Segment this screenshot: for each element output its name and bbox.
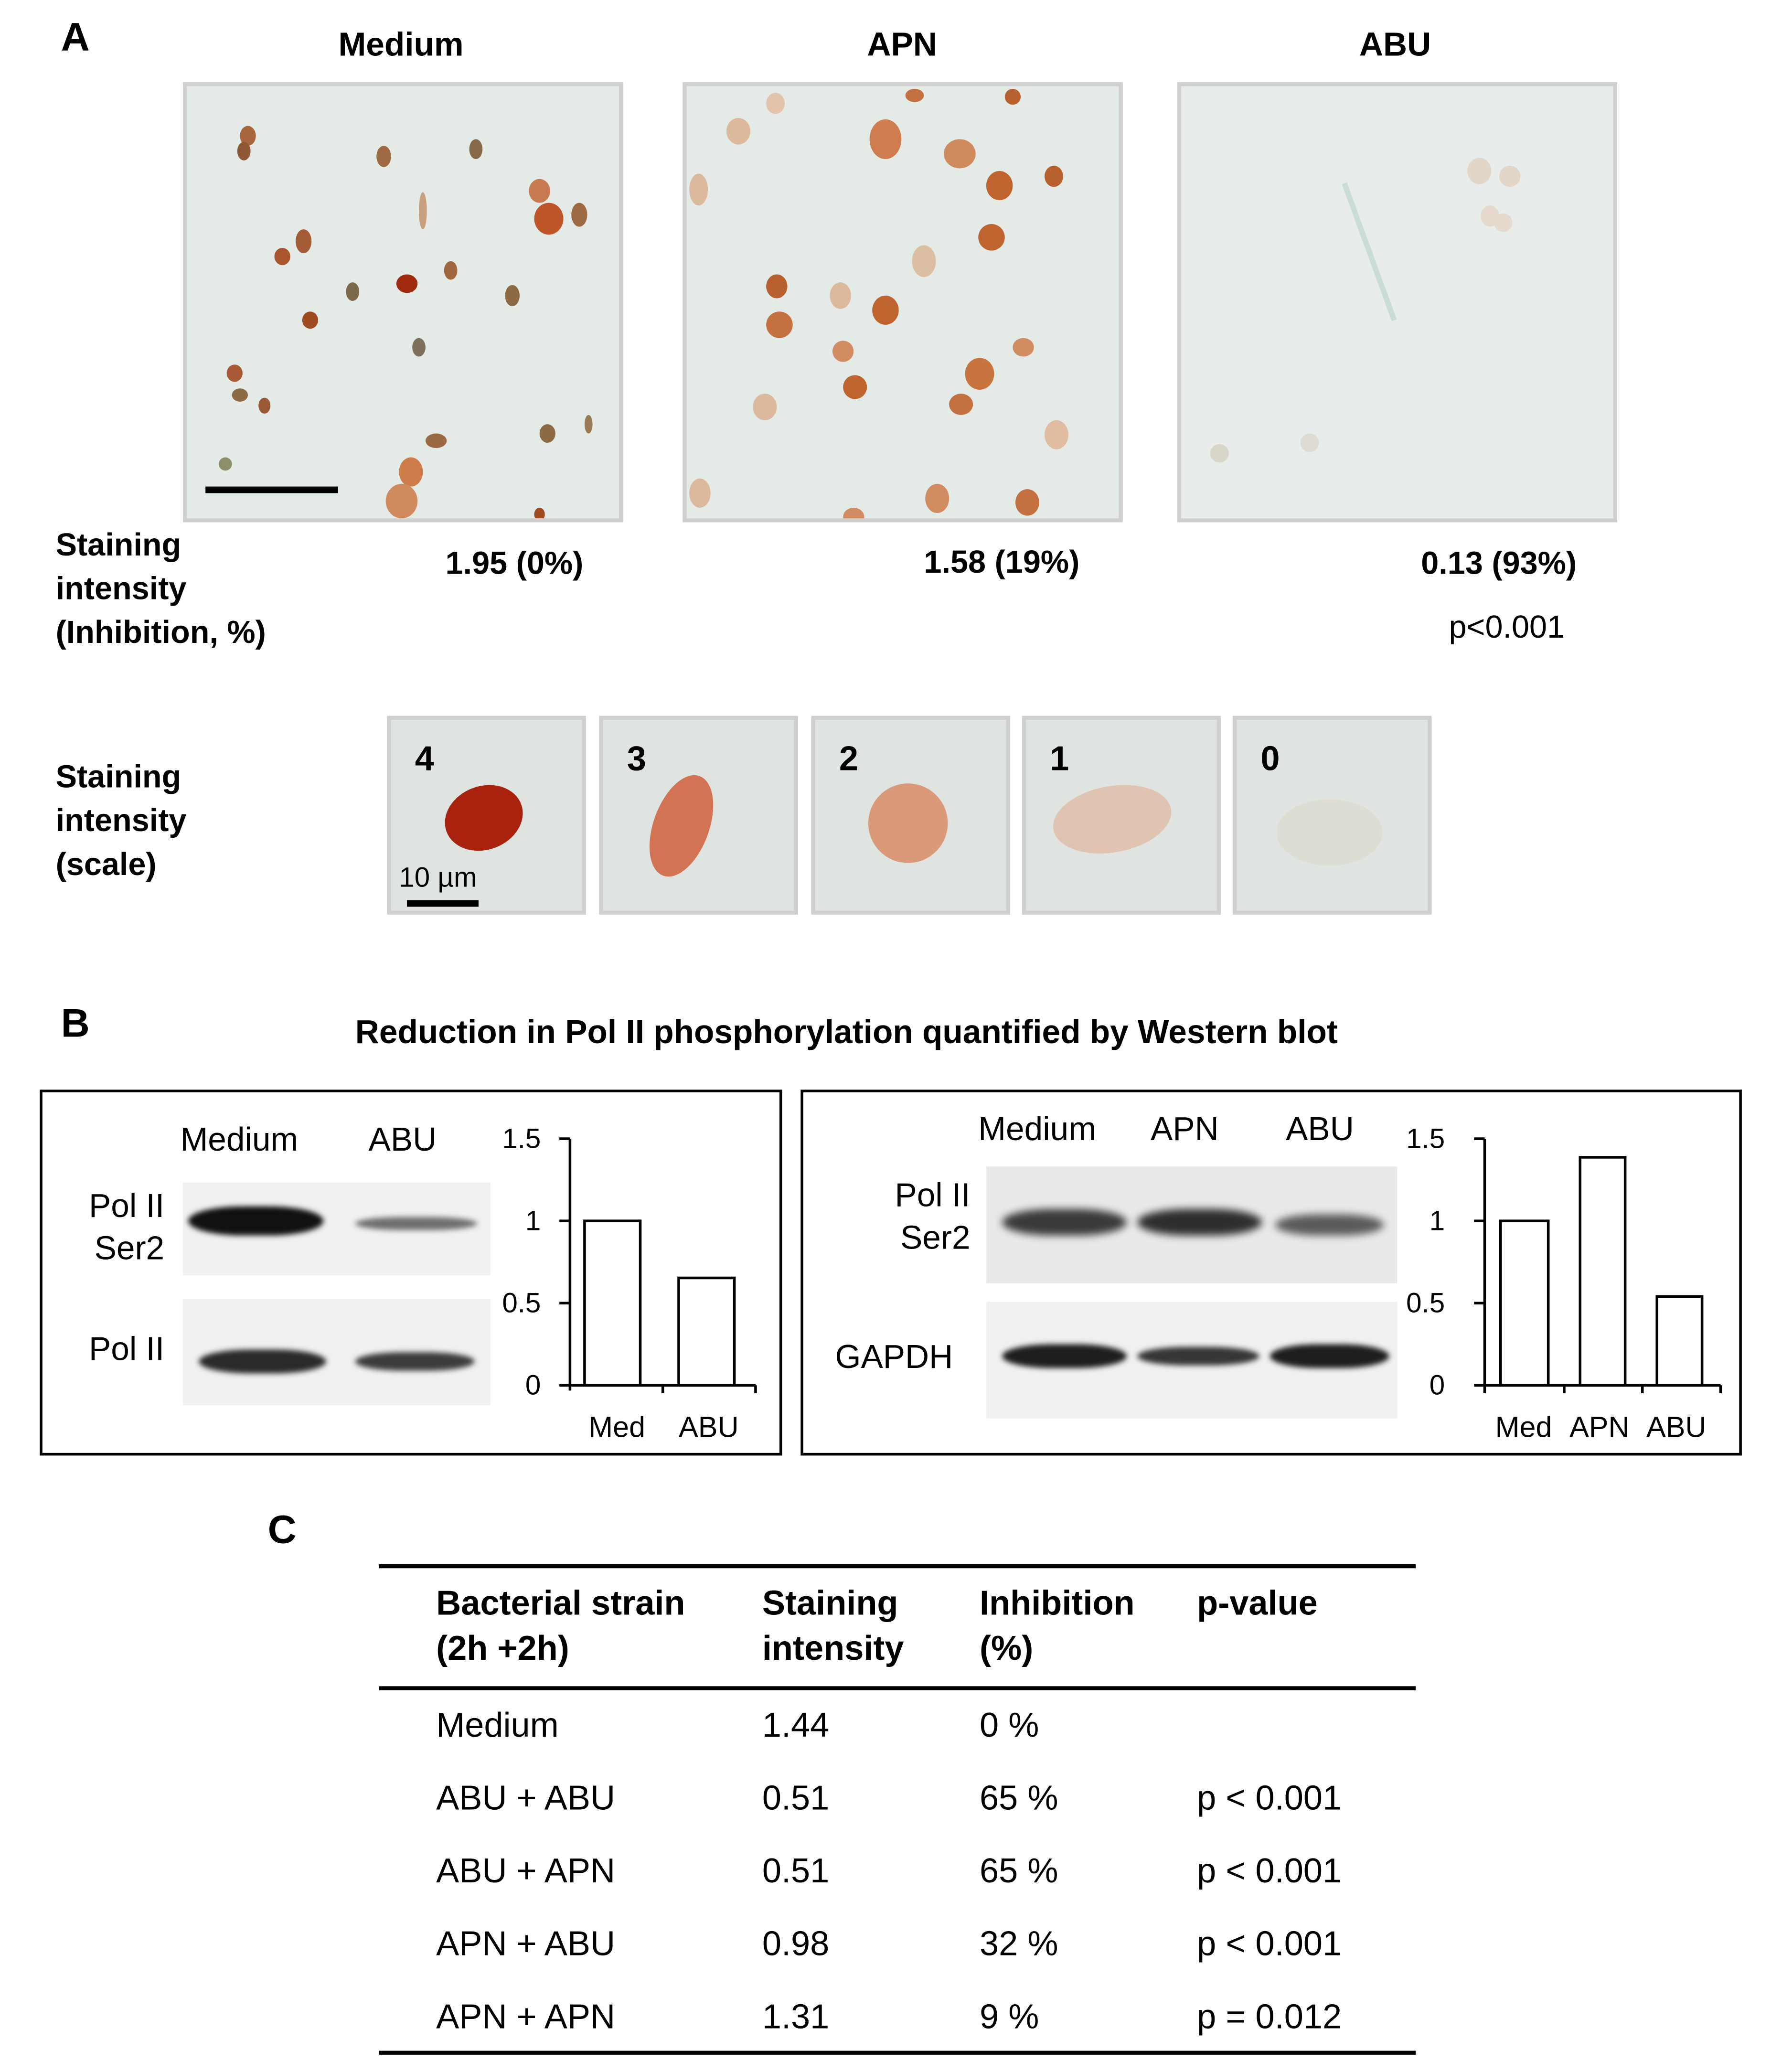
micrograph-apn — [683, 82, 1122, 522]
cell-pvalue: p < 0.001 — [1197, 1850, 1342, 1890]
cell-pvalue: p = 0.012 — [1197, 1996, 1342, 2037]
blot-box-right — [800, 1089, 1742, 1455]
lane-label: APN — [1151, 1111, 1219, 1148]
bar-chart-left — [488, 1119, 779, 1444]
row-label-line: Staining — [55, 527, 181, 564]
table-header-inhibition — [980, 1580, 1135, 1670]
scale-tile-2 — [811, 716, 1010, 915]
panel-c-letter: C — [267, 1508, 297, 1552]
y-tick-label: 0 — [1429, 1370, 1445, 1401]
y-tick-label: 0.5 — [1406, 1288, 1445, 1319]
scale-level-label: 0 — [1260, 738, 1280, 779]
x-category-label: ABU — [679, 1410, 739, 1444]
cell-intensity: 0.51 — [762, 1850, 830, 1890]
blot-polii-ser2 — [986, 1166, 1397, 1283]
micrograph-abu — [1177, 82, 1617, 522]
header-line: (%) — [980, 1628, 1034, 1668]
scale-level-label: 4 — [415, 738, 434, 779]
cell-inhibition: 9 % — [980, 1996, 1039, 2037]
scale-tile-1 — [1022, 716, 1221, 915]
scale-tile-3 — [599, 716, 798, 915]
condition-title-abu: ABU — [1359, 26, 1431, 64]
table-header-intensity — [762, 1580, 904, 1670]
micrograph-medium — [183, 82, 623, 522]
cell-inhibition: 65 % — [980, 1777, 1058, 1818]
y-tick-label: 1 — [525, 1206, 541, 1237]
panel-a-letter: A — [61, 16, 90, 60]
cell-strain: ABU + APN — [436, 1850, 616, 1890]
y-tick-label: 1 — [1429, 1206, 1445, 1237]
row-label-intensity — [56, 523, 266, 655]
condition-title-apn: APN — [867, 26, 937, 64]
y-tick-label: 0.5 — [502, 1288, 541, 1319]
cell-pvalue: p < 0.001 — [1197, 1923, 1342, 1964]
label-line: Pol II — [895, 1177, 971, 1215]
y-tick-label: 1.5 — [1406, 1124, 1445, 1155]
header-line: Staining — [762, 1582, 898, 1623]
cell-strain: APN + APN — [436, 1996, 616, 2037]
panel-b-title: Reduction in Pol II phosphorylation quantified by Western blot — [355, 1014, 1338, 1051]
scale-level-label: 1 — [1050, 738, 1069, 779]
chart-svg-left — [552, 1119, 777, 1410]
blot-row-label-polii: Pol II — [88, 1331, 165, 1368]
lane-label: ABU — [368, 1121, 437, 1159]
cell-intensity: 0.51 — [762, 1777, 830, 1818]
cell-intensity: 0.98 — [762, 1923, 830, 1964]
cell-inhibition: 0 % — [980, 1705, 1039, 1745]
table-header-pvalue: p-value — [1197, 1582, 1318, 1623]
row-label-line: intensity — [55, 803, 187, 839]
table-header-strain — [436, 1580, 685, 1670]
cell-inhibition: 65 % — [980, 1850, 1058, 1890]
scale-bar — [205, 487, 338, 493]
x-category-label: Med — [588, 1410, 646, 1444]
blot-row-label-polii-ser2 — [870, 1175, 971, 1260]
blot-box-left — [40, 1089, 782, 1455]
table-bottom-rule — [379, 2051, 1416, 2055]
x-category-label: ABU — [1646, 1410, 1707, 1444]
y-tick-label: 0 — [525, 1370, 541, 1401]
row-label-line: (Inhibition, %) — [55, 615, 266, 651]
blot-row-label-polii-ser2 — [80, 1185, 165, 1270]
lane-label: Medium — [180, 1121, 299, 1159]
blot-row-label-gapdh: GAPDH — [835, 1339, 953, 1376]
label-line: Ser2 — [900, 1219, 971, 1257]
chart-svg-right — [1455, 1119, 1734, 1410]
lane-label: Medium — [978, 1111, 1097, 1148]
row-label-line: (scale) — [55, 847, 157, 883]
bar-chart-right — [1392, 1119, 1737, 1444]
label-line: Ser2 — [94, 1230, 165, 1268]
scale-bar-10um — [407, 900, 479, 907]
scale-tile-4 — [387, 716, 586, 915]
lane-label: ABU — [1286, 1111, 1354, 1148]
value-abu: 0.13 (93%) — [1421, 546, 1577, 582]
value-apn: 1.58 (19%) — [924, 545, 1080, 581]
header-line: (2h +2h) — [436, 1628, 569, 1668]
row-label-line: Staining — [55, 759, 181, 796]
scale-bar-label: 10 µm — [399, 863, 477, 894]
x-category-label: APN — [1569, 1410, 1630, 1444]
cell-pvalue: p < 0.001 — [1197, 1777, 1342, 1818]
scale-tile-0 — [1233, 716, 1431, 915]
value-medium: 1.95 (0%) — [445, 546, 584, 582]
label-line: Pol II — [88, 1187, 165, 1225]
cell-strain: APN + ABU — [436, 1923, 616, 1964]
row-label-line: intensity — [55, 571, 187, 608]
panel-b-letter: B — [61, 1002, 90, 1046]
row-label-scale — [56, 756, 187, 887]
table-top-rule — [379, 1564, 1416, 1568]
blot-polii — [183, 1299, 491, 1405]
table-header-rule — [379, 1686, 1416, 1690]
scale-level-label: 2 — [839, 738, 858, 779]
blot-polii-ser2 — [183, 1183, 491, 1275]
y-tick-label: 1.5 — [502, 1124, 541, 1155]
blot-gapdh — [986, 1302, 1397, 1418]
cell-intensity: 1.44 — [762, 1705, 830, 1745]
header-line: intensity — [762, 1628, 904, 1668]
x-category-label: Med — [1495, 1410, 1552, 1444]
cell-strain: Medium — [436, 1705, 559, 1745]
pvalue-abu: p<0.001 — [1449, 609, 1565, 646]
scale-level-label: 3 — [627, 738, 646, 779]
header-line: Inhibition — [980, 1582, 1135, 1623]
cell-inhibition: 32 % — [980, 1923, 1058, 1964]
header-line: Bacterial strain — [436, 1582, 685, 1623]
cell-strain: ABU + ABU — [436, 1777, 616, 1818]
cell-intensity: 1.31 — [762, 1996, 830, 2037]
condition-title-medium: Medium — [338, 26, 464, 64]
